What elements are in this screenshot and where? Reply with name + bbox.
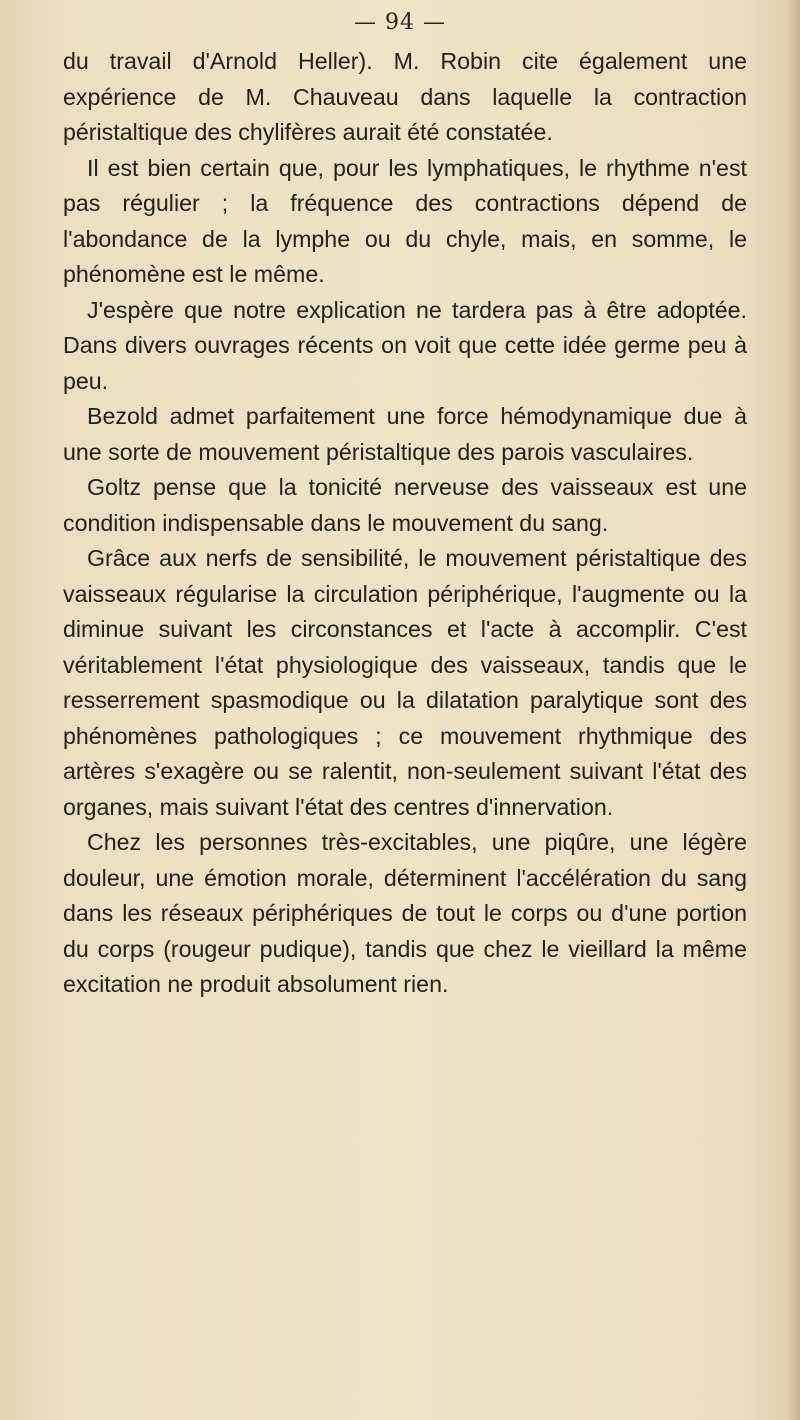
paragraph-2: Il est bien certain que, pour les lymphatiques, le rhythme n'est pas régulier ; la fréquence des contractions dépend de l'abondance de la lymphe ou du chyle, mais, en somme, le phénomène est le même. [63, 154, 747, 287]
paragraph-5: Goltz pense que la tonicité nerveuse des vaisseaux est une condition indispensable dans le mouvement du sang. [63, 474, 747, 536]
page-edge-shadow [786, 0, 800, 1420]
paragraph-3: J'espère que notre explication ne tardera pas à être adoptée. Dans divers ouvrages récents on voit que cette idée germe peu à peu. [63, 296, 747, 394]
body-text [63, 44, 747, 1003]
paragraph-4: Bezold admet parfaitement une force hémodynamique due à une sorte de mouvement péristaltique des parois vasculaires. [63, 403, 747, 465]
page-number: — 94 — [354, 10, 446, 35]
paragraph-7: Chez les personnes très-excitables, une piqûre, une légère douleur, une émotion morale, déterminent l'accélération du sang dans les réseaux périphériques de tout le corps ou d'une portion du corps (rougeur pudique), tandis que chez le vieillard la même excitation ne produit absolument rien. [63, 829, 747, 997]
paragraph-6: Grâce aux nerfs de sensibilité, le mouvement péristaltique des vaisseaux régularise la circulation périphérique, l'augmente ou la diminue suivant les circonstances et l'acte à accomplir. C'est véritablement l'état physiologique des vaisseaux, tandis que le resserrement spasmodique ou la dilatation paralytique sont des phénomènes pathologiques ; ce mouvement rhythmique des artères s'exagère ou se ralentit, non-seulement suivant l'état des organes, mais suivant l'état des centres d'innervation. [63, 545, 747, 820]
paragraph-1: du travail d'Arnold Heller). M. Robin cite également une expérience de M. Chauveau dans laquelle la contraction péristaltique des chylifères aurait été constatée. [63, 48, 747, 145]
